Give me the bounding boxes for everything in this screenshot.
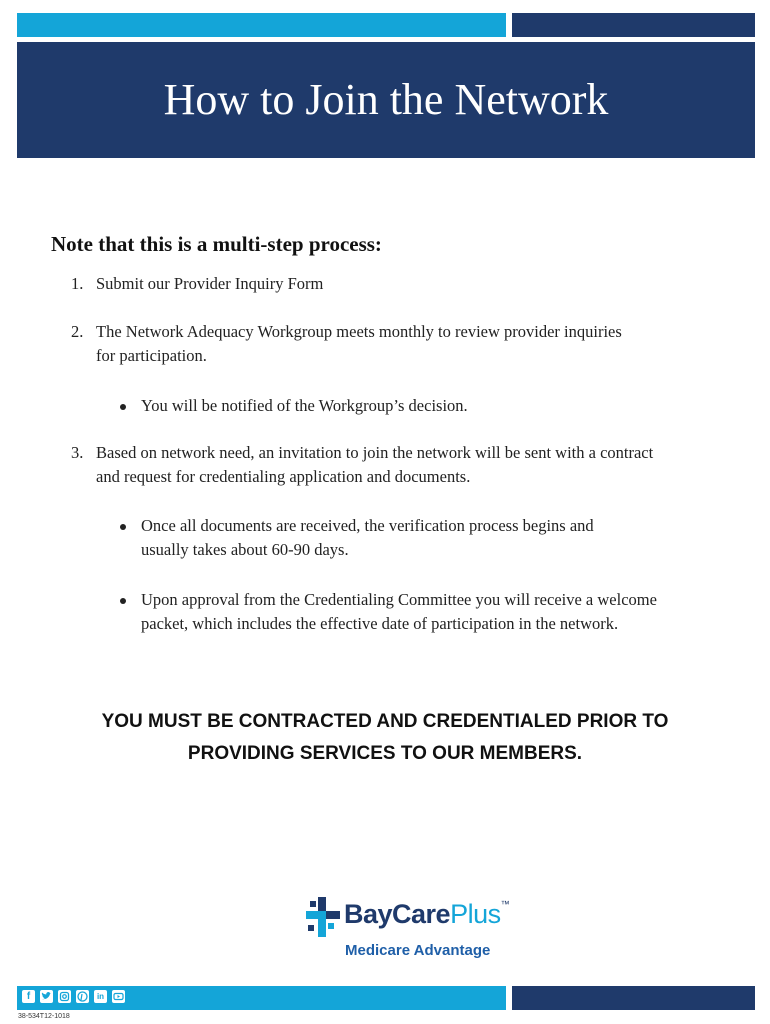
step-text: Based on network need, an invitation to join the network will be sent with a contract and request for credentialing application and documents. <box>96 443 654 486</box>
facebook-icon[interactable]: f <box>22 990 35 1003</box>
step-text: The Network Adequacy Workgroup meets monthly to review provider inquiries for participation. <box>96 322 622 365</box>
bullet-3 <box>120 588 680 636</box>
bullet-1 <box>120 394 680 418</box>
step-text: Submit our Provider Inquiry Form <box>96 274 324 293</box>
step-number: 2. <box>71 322 84 341</box>
logo-name-main: BayCare <box>344 899 451 929</box>
logo-name-plus: Plus <box>450 899 501 929</box>
warning-line-1: YOU MUST BE CONTRACTED AND CREDENTIALED PRIOR TO <box>101 711 669 732</box>
instagram-icon[interactable] <box>58 990 71 1003</box>
bullet-dot <box>120 524 126 530</box>
warning-line-2: PROVIDING SERVICES TO OUR MEMBERS. <box>187 743 583 764</box>
bullet-text: Upon approval from the Credentialing Committee you will receive a welcome packet, which includes the effective date of participation in the network. <box>141 590 657 633</box>
title-banner <box>17 42 755 158</box>
top-navy-bar <box>512 13 755 37</box>
bullet-dot <box>120 404 126 410</box>
step-3 <box>71 441 671 489</box>
bullet-2 <box>120 514 640 562</box>
baycare-cross-icon <box>304 895 344 939</box>
youtube-icon[interactable] <box>112 990 125 1003</box>
logo-subtitle: Medicare Advantage <box>345 942 491 959</box>
document-code: 38-534T12-1018 <box>18 1013 70 1020</box>
bottom-navy-bar <box>512 986 755 1010</box>
step-number: 3. <box>71 443 84 462</box>
twitter-icon[interactable] <box>40 990 53 1003</box>
social-icons <box>22 990 125 1006</box>
baycare-plus-logo <box>304 895 510 965</box>
bullet-dot <box>120 598 126 604</box>
bullet-text: You will be notified of the Workgroup’s decision. <box>141 396 468 415</box>
credentialing-warning <box>60 706 710 770</box>
step-number: 1. <box>71 274 84 293</box>
bullet-text: Once all documents are received, the verification process begins and usually takes about 60-90 days. <box>141 516 594 559</box>
logo-trademark: ™ <box>500 899 510 909</box>
page-title: How to Join the Network <box>163 75 609 124</box>
linkedin-icon[interactable]: in <box>94 990 107 1003</box>
step-2 <box>71 320 631 368</box>
pinterest-icon[interactable] <box>76 990 89 1003</box>
process-note: Note that this is a multi-step process: <box>51 232 382 256</box>
step-1 <box>71 272 671 296</box>
top-cyan-bar <box>17 13 506 37</box>
logo-name <box>344 899 509 930</box>
